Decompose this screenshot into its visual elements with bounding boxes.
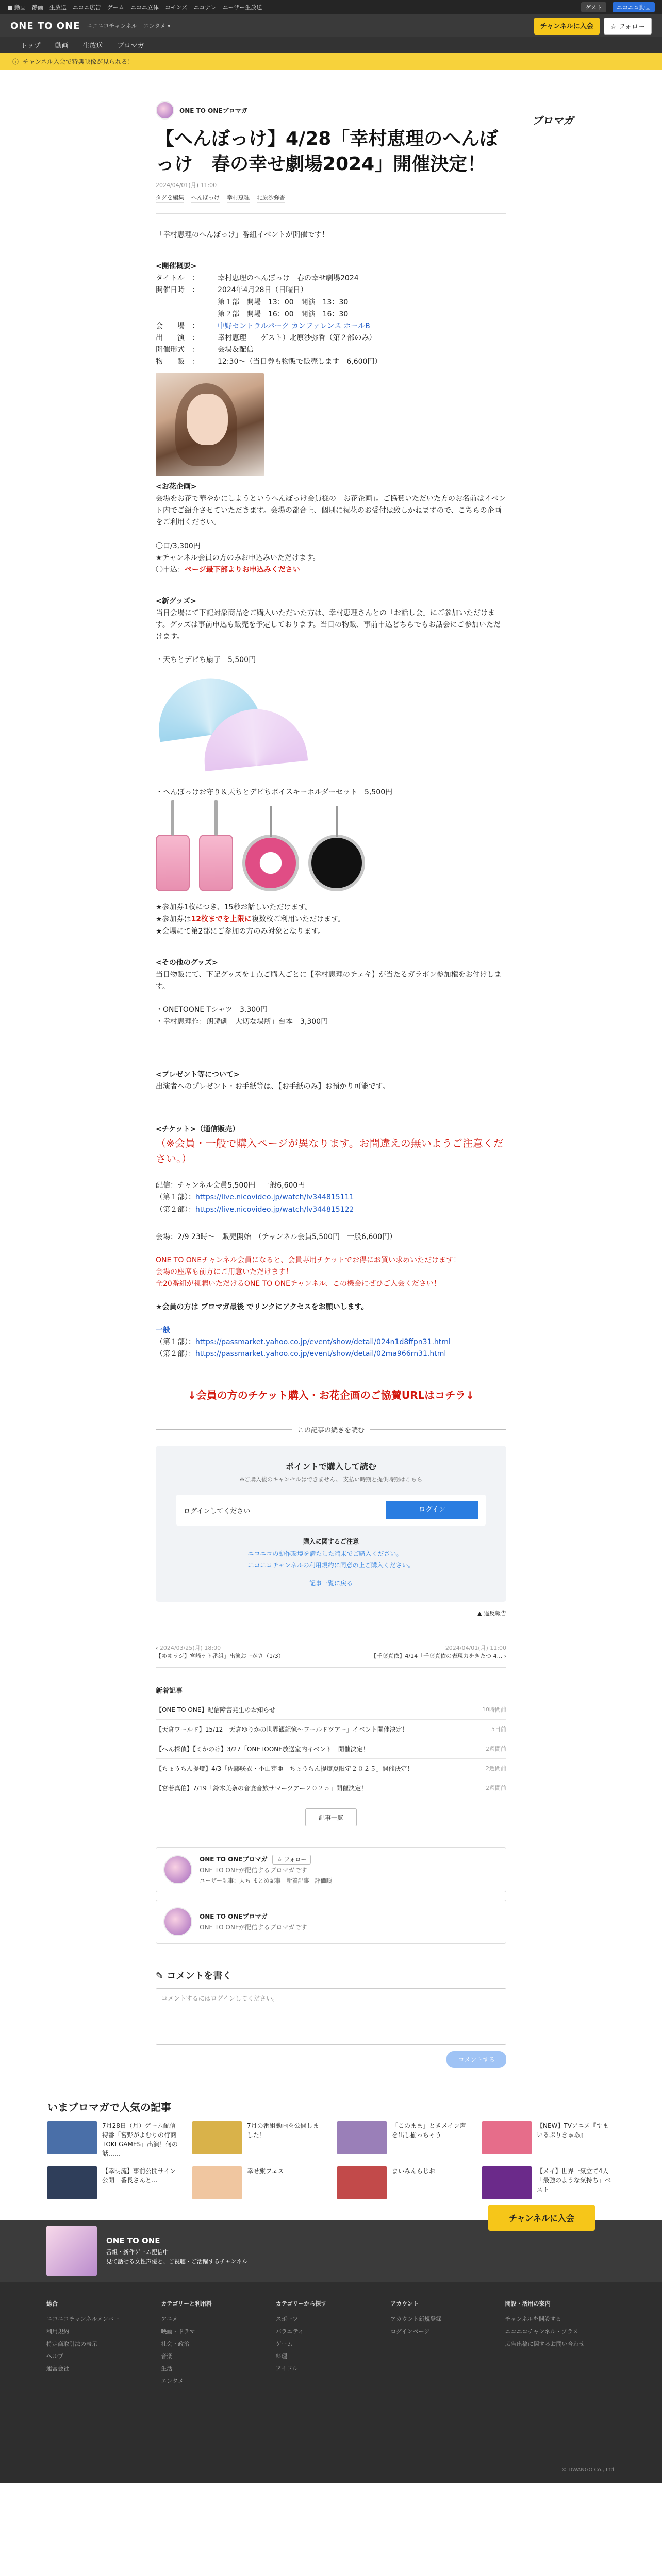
prev-article[interactable]: [156, 1643, 284, 1660]
general-url[interactable]: https://passmarket.yahoo.co.jp/event/show/detail/024n1d8ffpn31.html: [195, 1338, 451, 1347]
sitemap-link[interactable]: アイドル: [275, 2365, 298, 2372]
popular-item-title: 7月28日（月）ゲーム配信特番「宮野がよむりの行商TOKI GAMES」出演！何の話……: [102, 2122, 178, 2157]
latest-title: 【へん探偵】【ミかのけ】3/27「ONETOONE放送室内イベント」開催決定！: [156, 1745, 369, 1753]
stream-part-label: （第１部）：: [156, 1193, 195, 1202]
general-heading: 一般: [156, 1326, 170, 1335]
channel-logo[interactable]: ONE TO ONE: [10, 20, 80, 31]
other-item: ・ONETOONE Tシャツ 3,300円: [156, 1005, 268, 1014]
blog-name[interactable]: ONE TO ONEブロマガ: [179, 107, 247, 114]
red-note: ONE TO ONEチャンネル会員になると、会員専用チケットでお得にお買い求めいただけます！: [156, 1256, 461, 1264]
red-note: 会場の座席も前方にご用意いただけます！: [156, 1267, 293, 1276]
other-goods-heading: <その他のグッズ>: [156, 958, 218, 967]
comment-input[interactable]: コメントするにはログインしてください。: [156, 1988, 506, 2045]
overview-heading: <開催概要>: [156, 262, 197, 271]
global-nav-2[interactable]: 生放送: [49, 4, 67, 11]
article-date: 2024/04/01(月) 11:00: [156, 182, 217, 189]
overview-key: タイトル ：: [156, 274, 199, 283]
global-nav-links: [7, 3, 262, 11]
login-prompt: ログインしてください: [184, 1507, 251, 1515]
flower-heading: <お花企画>: [156, 483, 197, 492]
blog-card-name[interactable]: ONE TO ONEブロマガ: [200, 1855, 268, 1863]
sitemap-heading: カテゴリーから探す: [275, 2300, 327, 2307]
article-body: [156, 229, 506, 1404]
sitemap-link[interactable]: チャンネルを開設する: [505, 2315, 561, 2323]
latest-row[interactable]: [156, 1720, 506, 1739]
nicovideo-link[interactable]: ニコニコ動画: [613, 2, 655, 12]
fan-note: ★会場にて第2部にご参加の方のみ対象となります。: [156, 927, 325, 936]
blog-card-desc: ONE TO ONEが配信するブロマガです: [200, 1866, 307, 1874]
global-nav-4[interactable]: ゲーム: [107, 4, 124, 11]
venue-heading: 会場：2/9 23時〜 販売開始 （チャンネル会員5,500円 一般6,600円）: [156, 1232, 397, 1241]
keyholder-image: [156, 835, 506, 891]
tag-item[interactable]: へんぼっけ: [191, 193, 220, 203]
tab-video[interactable]: 動画: [55, 42, 69, 50]
sitemap-link[interactable]: アカウント新規登録: [390, 2315, 442, 2323]
caution-item[interactable]: ニコニコチャンネルの利用規約に同意の上ご購入ください。: [247, 1562, 415, 1569]
tag-item[interactable]: 北原沙弥香: [257, 193, 285, 203]
article-list-button[interactable]: 記事一覧: [305, 1808, 357, 1826]
stream-heading: 配信：チャンネル会員5,500円 一般6,600円: [156, 1181, 305, 1190]
channel-sub[interactable]: ニコニコチャンネル: [86, 23, 137, 29]
popular-item-title: 【幸明流】事前公開サイン公開 番長さんと...: [102, 2167, 176, 2184]
flower-apply: [156, 564, 506, 576]
sitemap-link[interactable]: ニコニコチャンネルメンバー: [46, 2315, 120, 2323]
member-url-heading: ↓会員の方のチケット購入・お花企画のご協賛URLはコチラ↓: [187, 1389, 475, 1402]
comment-section: [156, 1969, 506, 2068]
overview-table: [156, 273, 506, 368]
article-container: [156, 101, 573, 2068]
popular-item[interactable]: [482, 2121, 615, 2158]
channel-thumbnail[interactable]: [46, 2226, 97, 2276]
sitemap-link[interactable]: 運営会社: [46, 2365, 69, 2372]
global-nav-8[interactable]: ユーザー生放送: [222, 4, 262, 11]
ticket-heading: <チケット>（通信販売）: [156, 1125, 240, 1134]
footer-channel-name[interactable]: ONE TO ONE: [106, 2236, 160, 2246]
blog-card: [156, 1847, 506, 1892]
popular-item[interactable]: [192, 2121, 325, 2158]
channel-header: [0, 14, 662, 37]
flower-price: 〇口/3,300円: [156, 541, 201, 550]
global-nav-7[interactable]: ニコナレ: [193, 4, 217, 11]
overview-key: 開催日時 ：: [156, 286, 199, 295]
latest-date: 2週間前: [486, 1765, 506, 1772]
latest-row[interactable]: [156, 1739, 506, 1759]
global-nav-6[interactable]: コモンズ: [164, 4, 188, 11]
purchase-caution-list: [247, 1549, 414, 1571]
performer-photo: [156, 373, 264, 476]
popular-item-title: まいみんらじお: [392, 2167, 436, 2175]
sitemap-heading: カテゴリーと利用料: [161, 2300, 212, 2307]
blomaga-logo[interactable]: ブロマガ: [532, 114, 573, 127]
other-item: ・幸村恵理作：朗読劇「大切な場所」台本 3,300円: [156, 1018, 328, 1026]
tag-item[interactable]: 幸村恵理: [227, 193, 250, 203]
fan-note: ★参加券1枚につき、15秒お話しいただけます。: [156, 903, 312, 912]
global-nav-3[interactable]: ニコニ広告: [72, 4, 101, 11]
purchase-caution-heading: 購入に関するご注意: [303, 1538, 359, 1546]
fan-image: [156, 673, 506, 776]
voice-item: ・へんぼっけお守り＆天ちとデビちボイスキーホルダーセット 5,500円: [156, 788, 393, 797]
blog-avatar[interactable]: [156, 101, 174, 120]
login-box: [176, 1495, 486, 1526]
popular-item-title: 幸せ旅フェス: [247, 2167, 284, 2175]
purchase-heading: ポイントで購入して読む: [285, 1462, 376, 1472]
red-note: 全20番組が視聴いただけるONE TO ONEチャンネル、この機会にぜひご入会ください！: [156, 1279, 441, 1288]
login-button[interactable]: ログイン: [386, 1501, 478, 1519]
overview-key: 出 演 ：: [156, 333, 199, 342]
chevron-right-icon: ›: [504, 1652, 506, 1659]
intro-text: 「幸村恵理のへんぼっけ」番組イベントが開催です！: [156, 231, 329, 240]
fan-note: [156, 913, 506, 925]
popular-item[interactable]: [337, 2121, 470, 2158]
popular-heading: いまブロマガで人気の記事: [47, 2100, 171, 2113]
fan-note-a: ★参加券は: [156, 915, 191, 924]
sitemap-link[interactable]: 特定商取引法の表示: [46, 2340, 97, 2347]
overview-value: 第１部 開場 13：00 開演 13：30: [218, 298, 349, 307]
blog-card-desc: ONE TO ONEが配信するブロマガです: [200, 1923, 307, 1931]
general-link-1: [156, 1336, 506, 1348]
overview-value: 第２部 開場 16：00 開演 16：30: [218, 310, 349, 318]
overview-value: 12:30〜（当日券も物販で販売します 6,600円）: [218, 358, 382, 366]
latest-row[interactable]: [156, 1778, 506, 1798]
popular-item[interactable]: [337, 2166, 470, 2199]
sitemap-heading: 開設・活用の案内: [505, 2300, 551, 2307]
blog-card-follow-button[interactable]: ☆ フォロー: [272, 1855, 311, 1865]
sitemap-heading: アカウント: [390, 2300, 419, 2307]
footer-channel-sub: 番組・新作ゲーム配信中: [106, 2248, 169, 2256]
blog-card-avatar[interactable]: [163, 1907, 192, 1936]
sitemap-link[interactable]: 料理: [275, 2352, 287, 2360]
flower-apply-label: 〇申込：: [156, 565, 185, 574]
blomaga-note: ★会員の方は ブロマガ最後 でリンクにアクセスをお願いします。: [156, 1303, 369, 1312]
join-channel-button[interactable]: チャンネルに入会: [534, 18, 600, 35]
next-article[interactable]: [371, 1643, 506, 1660]
notice-bar[interactable]: [0, 53, 662, 70]
flower-note: ★チャンネル会員の方のみお申込みいただけます。: [156, 553, 320, 562]
fan-note-c: 複数枚ご利用いただけます。: [252, 915, 345, 924]
latest-date: 2週間前: [486, 1784, 506, 1791]
chevron-left-icon: ‹: [156, 1644, 160, 1651]
tag-list: [156, 193, 506, 203]
caution-item[interactable]: ニコニコの動作環境を満たした端末でご購入ください。: [247, 1550, 403, 1558]
sitemap-link[interactable]: アニメ: [161, 2315, 178, 2323]
sitemap-link[interactable]: 映画・ドラマ: [161, 2328, 195, 2335]
overview-value: 会場＆配信: [218, 345, 254, 354]
goods-text: 当日会場にて下記対象商品をご購入いただいた方は、幸村恵理さんとの「お話し会」にご参加いただけます。グッズは事前申込も販売を予定しております。当日の物販、事前申込どちらでもお話会にご参加いただけます。: [156, 608, 501, 641]
sitemap-link[interactable]: 生活: [161, 2365, 173, 2372]
popular-item-title: 【NEW】TVアニメ『すまいるぷりきゅあ』: [537, 2122, 609, 2139]
other-goods-text: 当日物販にて、下記グッズを１点ご購入ごとに【幸村恵理のチェキ】が当たるガラポン参加権をお付けします。: [156, 970, 502, 991]
latest-title: 【ちょうちん提燈】4/3「佐藤咲衣・小山芽亜 ちょうちん提燈夏限定２０２５」開催決定！: [156, 1765, 413, 1772]
popular-item[interactable]: [482, 2166, 615, 2199]
overview-value: 2024年4月28日（日曜日）: [218, 286, 308, 295]
general-part-label: （第２部）：: [156, 1350, 195, 1359]
post-comment-button[interactable]: コメントする: [446, 2051, 506, 2068]
sitemap-link[interactable]: 利用規約: [46, 2328, 69, 2335]
sitemap-link[interactable]: バラエティ: [275, 2328, 304, 2335]
info-icon: ⓘ: [12, 58, 19, 65]
follow-button[interactable]: ☆ フォロー: [604, 18, 652, 35]
channel-tabs: [0, 37, 662, 53]
back-to-list-link[interactable]: 記事一覧に戻る: [309, 1579, 353, 1587]
purchase-box: [156, 1446, 506, 1601]
sitemap: [0, 2282, 662, 2467]
ticket-warning: （※会員・一般で購入ページが異なります。お間違えの無いようご注意ください。）: [156, 1137, 504, 1165]
latest-title: 【ONE TO ONE】配信障害発生のお知らせ: [156, 1706, 276, 1714]
overview-key: [156, 309, 218, 320]
blog-card-links[interactable]: ユーザー記事：天ち まとめ記事 新着記事 評価順: [200, 1877, 332, 1884]
latest-articles: [156, 1685, 506, 1826]
latest-row[interactable]: [156, 1759, 506, 1778]
tab-top[interactable]: トップ: [21, 42, 41, 50]
comment-heading: [156, 1969, 506, 1982]
sitemap-link[interactable]: スポーツ: [275, 2315, 299, 2323]
latest-date: 5日前: [491, 1725, 506, 1733]
prev-title: 【ゆゆラジ】宮崎テト番組」出演おーがさ（1/3）: [156, 1652, 284, 1659]
stream-link-1: [156, 1192, 506, 1204]
notice-text: チャンネル入会で特典映像が見られる！: [23, 58, 134, 65]
goods-heading: <新グッズ>: [156, 597, 196, 605]
stream-url[interactable]: https://live.nicovideo.jp/watch/lv344815122: [195, 1205, 354, 1214]
overview-key: 会 場 ：: [156, 321, 199, 330]
tab-live[interactable]: 生放送: [82, 42, 103, 50]
latest-row[interactable]: [156, 1700, 506, 1720]
present-heading: <プレゼント等について>: [156, 1071, 240, 1079]
overview-key: 開催形式 ：: [156, 345, 199, 354]
latest-title: 【天倉ワールド】15/12「天倉ゆりかの世界観記憶〜ワールドツアー」イベント開催決定！: [156, 1725, 408, 1733]
pencil-icon: ✎: [156, 1970, 167, 1981]
popular-item-title: 7月の番組動画を公開しました！: [247, 2122, 319, 2139]
latest-date: 10時間前: [482, 1706, 506, 1713]
fan-note-red: 12枚までを上限に: [191, 915, 252, 924]
comment-heading-text: コメントを書く: [167, 1970, 232, 1981]
sitemap-link[interactable]: 音楽: [161, 2352, 173, 2360]
venue-link[interactable]: 中野セントラルパーク カンファレンス ホールB: [218, 321, 370, 330]
popular-item-title: 【メイ】世界一気立て4人「最強のような気持ち」ベスト: [537, 2167, 611, 2193]
blog-card: [156, 1900, 506, 1944]
sitemap-link[interactable]: ヘルプ: [46, 2352, 63, 2360]
overview-key: 物 販 ：: [156, 358, 199, 366]
tag-edit[interactable]: タグを編集: [156, 193, 184, 203]
overview-value: 幸村恵理 ゲスト）北原沙弥香（第２部のみ）: [218, 333, 376, 342]
popular-item[interactable]: [47, 2121, 180, 2158]
popular-item[interactable]: [47, 2166, 180, 2199]
general-url[interactable]: https://passmarket.yahoo.co.jp/event/show/detail/02ma966rn31.html: [195, 1350, 446, 1359]
report-link[interactable]: ▲ 違反報告: [477, 1609, 506, 1617]
stream-link-2: [156, 1204, 506, 1216]
sitemap-link[interactable]: エンタメ: [161, 2377, 184, 2384]
sitemap-link[interactable]: 社会・政治: [161, 2340, 190, 2347]
sitemap-link[interactable]: 広告出稿に関するお問い合わせ: [505, 2340, 585, 2347]
continue-reading-separator: この記事の続きを読む: [156, 1425, 506, 1434]
global-nav-bar: [0, 0, 662, 14]
sitemap-link[interactable]: ログインページ: [390, 2328, 430, 2335]
popular-item-title: 「このまま」ときメイン声を出し揃っちゃう: [392, 2122, 466, 2139]
stream-part-label: （第２部）：: [156, 1205, 195, 1214]
popular-articles: [47, 2099, 615, 2199]
footer-channel-desc: 見て話せる女性声優と、ご視聴・ご活躍するチャンネル: [106, 2258, 248, 2265]
divider: [156, 213, 506, 214]
user-menu[interactable]: ゲスト: [581, 2, 606, 12]
blog-card-avatar[interactable]: [163, 1855, 192, 1884]
general-part-label: （第１部）：: [156, 1338, 195, 1347]
sitemap-link[interactable]: ゲーム: [275, 2340, 293, 2347]
prev-next-nav: [156, 1636, 506, 1668]
general-link-2: [156, 1348, 506, 1360]
footer-channel-band: [0, 2213, 662, 2282]
article-title: 【へんぼっけ】4/28「幸村恵理のへんぼっけ 春の幸せ劇場2024」開催決定！: [156, 128, 499, 175]
overview-key: [156, 297, 218, 309]
next-date: 2024/04/01(月) 11:00: [445, 1644, 506, 1651]
flower-text: 会場をお花で華やかにしようというへんぼっけ会員様の「お花企画」。ご協賛いただいた方のお名前はイベント内でご紹介させていただきます。会場の都合上、個別に祝花のお受付は致しかねますので、こちらの企画をご利用ください。: [156, 495, 506, 527]
overview-value: 幸村恵理のへんぼっけ 春の幸せ劇場2024: [218, 274, 359, 283]
footer-join-button[interactable]: チャンネルに入会: [488, 2205, 595, 2231]
next-title: 【千葉真依】4/14「千葉真依の表現力をきたつ 4...: [371, 1652, 503, 1659]
global-nav-0[interactable]: ■ 動画: [7, 4, 26, 11]
latest-heading: 新着記事: [156, 1687, 183, 1695]
tab-blomaga[interactable]: ブロマガ: [117, 42, 144, 50]
sitemap-link[interactable]: ニコニコチャンネル・プラス: [505, 2328, 578, 2335]
prev-date: 2024/03/25(月) 18:00: [159, 1644, 221, 1651]
latest-title: 【宮若真伯】7/19「鈴木美奈の音宴音旅サマーツアー２０２５」開催決定！: [156, 1784, 368, 1792]
global-nav-5[interactable]: ニコニ立体: [130, 4, 159, 11]
copyright: © DWANGO Co., Ltd.: [0, 2467, 662, 2483]
stream-url[interactable]: https://live.nicovideo.jp/watch/lv344815111: [195, 1193, 354, 1202]
sitemap-heading: 総合: [46, 2300, 58, 2307]
purchase-note: ※ご購入後のキャンセルはできません。 支払い時期と提供時期はこちら: [239, 1476, 423, 1483]
present-text: 出演者へのプレゼント・お手紙等は、【お手紙のみ】お預かり可能です。: [156, 1082, 390, 1091]
flower-apply-red: ページ最下部よりお申込みください: [185, 565, 300, 574]
fan-item: ・天ちとデビち扇子 5,500円: [156, 656, 256, 665]
blog-card-name[interactable]: ONE TO ONEブロマガ: [200, 1912, 268, 1920]
latest-date: 2週間前: [486, 1745, 506, 1752]
global-nav-1[interactable]: 静画: [31, 4, 43, 11]
channel-category[interactable]: エンタメ ▾: [143, 23, 171, 29]
popular-item[interactable]: [192, 2166, 325, 2199]
